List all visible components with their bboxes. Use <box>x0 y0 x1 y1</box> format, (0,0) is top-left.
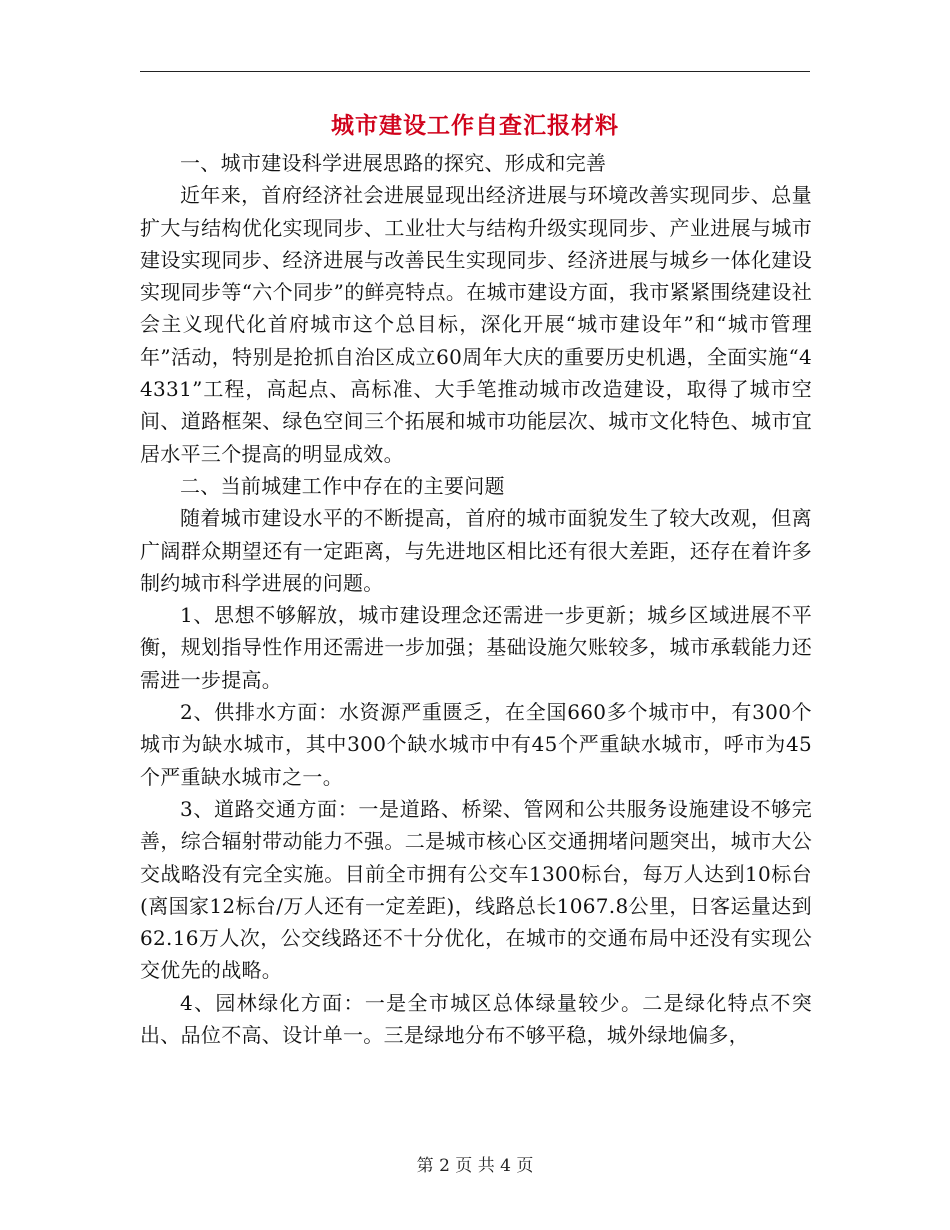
header-rule <box>140 71 810 72</box>
section-heading-2: 二、当前城建工作中存在的主要问题 <box>180 473 505 498</box>
paragraph-item-3: 3、道路交通方面：一是道路、桥梁、管网和公共服务设施建设不够完善，综合辐射带动能力不强。二是城市核心区交通拥堵问题突出，城市大公交战略没有完全实施。目前全市拥有公交车1300标台，每万人达到10标台(离国家12标台/万人还有一定差距)，线路总长1067.8公里，日客运量达到62.16万人次，公交线路还不十分优化，在城市的交通布局中还没有实现公交优先的战略。 <box>140 796 812 983</box>
document-body <box>140 147 812 1051</box>
section-heading-1: 一、城市建设科学进展思路的探究、形成和完善 <box>180 151 607 175</box>
paragraph-1: 近年来，首府经济社会进展显现出经济进展与环境改善实现同步、总量扩大与结构优化实现同步、工业壮大与结构升级实现同步、产业进展与城市建设实现同步、经济进展与改善民生实现同步、经济进展与城乡一体化建设实现同步等“六个同步”的鲜亮特点。在城市建设方面，我市紧紧围绕建设社会主义现代化首府城市这个总目标，深化开展“城市建设年”和“城市管理年”活动，特别是抢抓自治区成立60周年大庆的重要历史机遇，全面实施“44331”工程，高起点、高标准、大手笔推动城市改造建设，取得了城市空间、道路框架、绿色空间三个拓展和城市功能层次、城市文化特色、城市宜居水平三个提高的明显成效。 <box>140 183 812 466</box>
paragraph-item-2: 2、供排水方面：水资源严重匮乏，在全国660多个城市中，有300个城市为缺水城市，其中300个缺水城市中有45个严重缺水城市，呼市为45个严重缺水城市之一。 <box>140 700 812 789</box>
paragraph-2: 随着城市建设水平的不断提高，首府的城市面貌发生了较大改观，但离广阔群众期望还有一定距离，与先进地区相比还有很大差距，还存在着许多制约城市科学进展的问题。 <box>140 506 812 595</box>
paragraph-item-4: 4、园林绿化方面：一是全市城区总体绿量较少。二是绿化特点不突出、品位不高、设计单一。三是绿地分布不够平稳，城外绿地偏多， <box>140 990 812 1048</box>
document-title: 城市建设工作自查汇报材料 <box>331 112 619 139</box>
page-number: 第 2 页 共 4 页 <box>416 1156 534 1176</box>
paragraph-item-1: 1、思想不够解放，城市建设理念还需进一步更新；城乡区域进展不平衡，规划指导性作用还需进一步加强；基础设施欠账较多，城市承载能力还需进一步提高。 <box>140 603 812 692</box>
